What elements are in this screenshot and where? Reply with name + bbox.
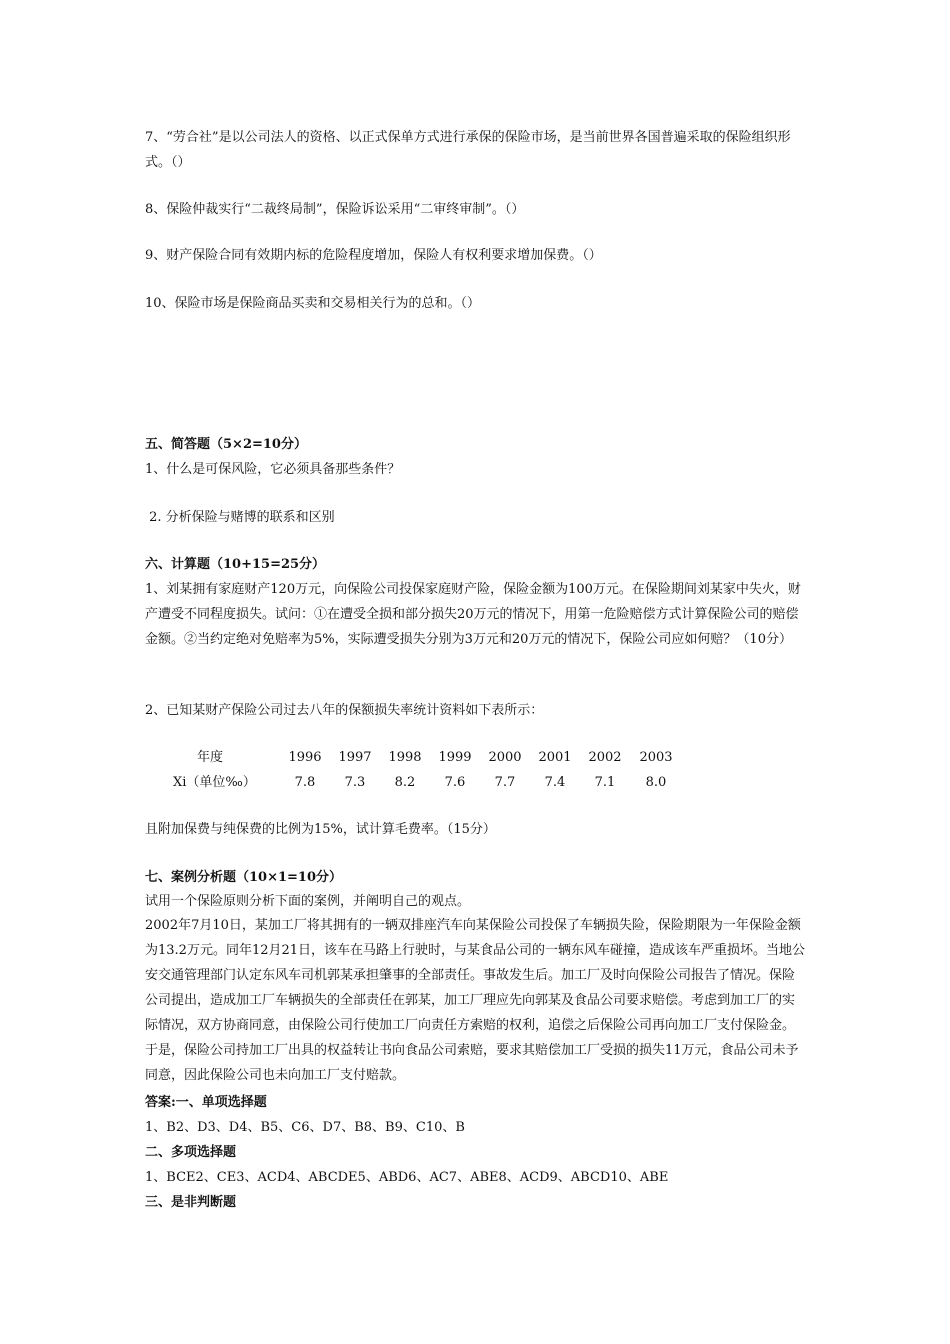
value-cell: 8.0: [645, 775, 667, 790]
value-cell: 7.6: [444, 775, 466, 790]
judgment-question-9: 9、财产保险合同有效期内标的危险程度增加，保险人有权利要求增加保费。（）: [145, 248, 602, 263]
year-cell: 1996: [288, 750, 322, 765]
case-intro: 试用一个保险原则分析下面的案例，并阐明自己的观点。: [145, 894, 471, 909]
answers-single: 1、B2、D3、D4、B5、C6、D7、B8、B9、C10、B: [145, 1120, 465, 1135]
year-cell: 2002: [588, 750, 622, 765]
calc-q2-tail: 且附加保费与纯保费的比例为15%，试计算毛费率。（15分）: [145, 822, 496, 837]
table-row-values: [145, 772, 705, 794]
case-body: 2002年7月10日，某加工厂将其拥有的一辆双排座汽车向某保险公司投保了车辆损失险，保险期限为一年保险金额为13.2万元。同年12月21日，该车在马路上行驶时，与某食品公司的一辆东风车碰撞，造成该车严重损坏。当地公安交通管理部门认定东风车司机郭某承担肇事的全部责任。事故发生后。加工厂及时向保险公司报告了情况。保险公司提出，造成加工厂车辆损失的全部责任在郭某，加工厂理应先向郭某及食品公司要求赔偿。考虑到加工厂的实际情况，双方协商同意，由保险公司行使加工厂向责任方索赔的权利，追偿之后保险公司再向加工厂支付保险金。于是，保险公司持加工厂出具的权益转让书向食品公司索赔，要求其赔偿加工厂受损的损失11万元，食品公司未予同意，因此保险公司也未向加工厂支付赔款。: [145, 918, 806, 1083]
case-title: 七、案例分析题（10×1=10分）: [145, 870, 343, 885]
short-answer-q1: 1、什么是可保风险，它必须具备那些条件？: [145, 462, 401, 477]
year-cell: 1998: [388, 750, 422, 765]
judgment-question-7: 7、“劳合社”是以公司法人的资格、以正式保单方式进行承保的保险市场，是当前世界各国普遍采取的保险组织形式。（）: [145, 130, 791, 170]
answers-judge-title: 三、是非判断题: [145, 1195, 237, 1210]
year-cell: 1997: [338, 750, 372, 765]
value-cell: 7.4: [544, 775, 566, 790]
calc-q1: 1、刘某拥有家庭财产120万元，向保险公司投保家庭财产险，保险金额为100万元。在保险期间刘某家中失火，财产遭受不同程度损失。试问：①在遭受全损和部分损失20万元的情况下，用第一危险赔偿方式计算保险公司的赔偿金额。②当约定绝对免赔率为5%，实际遭受损失分别为3万元和20万元的情况下，保险公司应如何赔？（10分）: [145, 582, 801, 647]
value-cell: 7.7: [494, 775, 516, 790]
answers-multi-title: 二、多项选择题: [145, 1145, 237, 1160]
table-label-xi: Xi（单位‰）: [173, 775, 256, 790]
value-cell: 7.3: [344, 775, 366, 790]
year-cell: 2000: [488, 750, 522, 765]
table-label-year: 年度: [197, 750, 224, 765]
answers-multi: 1、BCE2、CE3、ACD4、ABCDE5、ABD6、AC7、ABE8、ACD9、ABCD10、ABE: [145, 1170, 669, 1185]
judgment-question-8: 8、保险仲裁实行“二裁终局制”，保险诉讼采用“二审终审制”。（）: [145, 202, 525, 217]
judgment-question-10: 10、保险市场是保险商品买卖和交易相关行为的总和。（）: [145, 296, 481, 311]
table-row-years: [145, 747, 705, 769]
short-answer-title: 五、简答题（5×2=10分）: [145, 437, 307, 452]
value-cell: 8.2: [394, 775, 416, 790]
answers-title: 答案:一、单项选择题: [145, 1095, 267, 1110]
year-cell: 1999: [438, 750, 472, 765]
value-cell: 7.1: [594, 775, 616, 790]
calc-q2: 2、已知某财产保险公司过去八年的保额损失率统计资料如下表所示：: [145, 703, 544, 718]
year-cell: 2003: [639, 750, 673, 765]
year-cell: 2001: [538, 750, 572, 765]
short-answer-q2: 2. 分析保险与赌博的联系和区别: [145, 510, 335, 525]
calc-title: 六、计算题（10+15=25分）: [145, 557, 326, 572]
value-cell: 7.8: [294, 775, 316, 790]
